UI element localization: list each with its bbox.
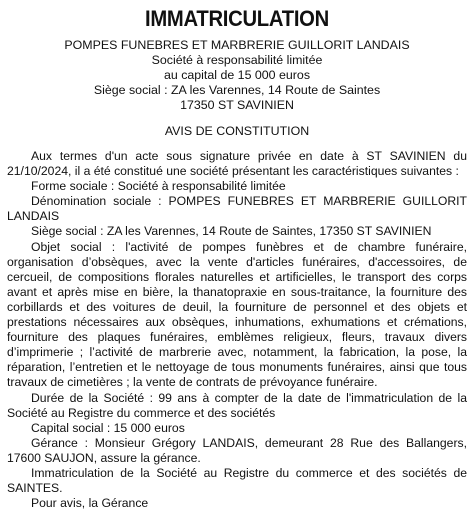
notice-title: IMMATRICULATION [145, 6, 329, 31]
signature-paragraph: Pour avis, la Gérance [31, 496, 149, 511]
corporate-purpose-paragraph: Objet social : l'activité de pompes funèbres et de chambre funéraire, organisation d’obsèques, avec la vente d'articles funéraires, d'accessoires, de cercueil, de compositions florales naturelles et artificielles, le transport des corps avant et après mise en bière, la thanatopraxie en sous-traitance, la fourniture des corbillards et des voitures de deuil, la fourniture de personnel et des objets et prestations nécessaires aux obsèques, inhumations, exhumations et crémations, fourniture des plaques funéraires, emblèmes religieux, fleurs, travaux divers d’imprimerie ; l’activité de marbrerie avec, notamment, la fabrication, la pose, la réparation, l’entretien et le nettoyage de tous monuments funéraires, ainsi que tous travaux de cimetières ; la vente de contrats de prévoyance funéraire. [7, 239, 467, 390]
address-line-2: 17350 ST SAVINIEN [180, 98, 294, 112]
notice-type: AVIS DE CONSTITUTION [164, 124, 310, 138]
registration-paragraph: Immatriculation de la Société au Registre du commerce et des sociétés de SAINTES. [7, 465, 467, 496]
intro-paragraph: Aux termes d'un acte sous signature privée en date à ST SAVINIEN du 21/10/2024, il a été constitué une société présentant les caractéristiques suivantes : [7, 149, 467, 179]
company-name: POMPES FUNEBRES ET MARBRERIE GUILLORIT LANDAIS [64, 38, 410, 52]
management-paragraph: Gérance : Monsieur Grégory LANDAIS, demeurant 28 Rue des Ballangers, 17600 SAUJON, assure la gérance. [7, 435, 467, 465]
company-header [7, 38, 467, 113]
share-capital-paragraph: Capital social : 15 000 euros [31, 420, 185, 435]
duration-paragraph: Durée de la Société : 99 ans à compter de la date de l'immatriculation de la Société au Registre du commerce et des sociétés [7, 390, 467, 420]
notice-body [7, 149, 467, 511]
legal-form: Société à responsabilité limitée [151, 53, 323, 67]
registered-office-paragraph: Siège social : ZA les Varennes, 14 Route de Saintes, 17350 ST SAVINIEN [31, 224, 432, 239]
company-name-paragraph: Dénomination sociale : POMPES FUNEBRES ET MARBRERIE GUILLORIT LANDAIS [7, 194, 467, 224]
legal-form-paragraph: Forme sociale : Société à responsabilité limitée [31, 179, 286, 194]
address-line-1: Siège social : ZA les Varennes, 14 Route de Saintes [93, 83, 381, 97]
capital-line: au capital de 15 000 euros [163, 68, 311, 82]
